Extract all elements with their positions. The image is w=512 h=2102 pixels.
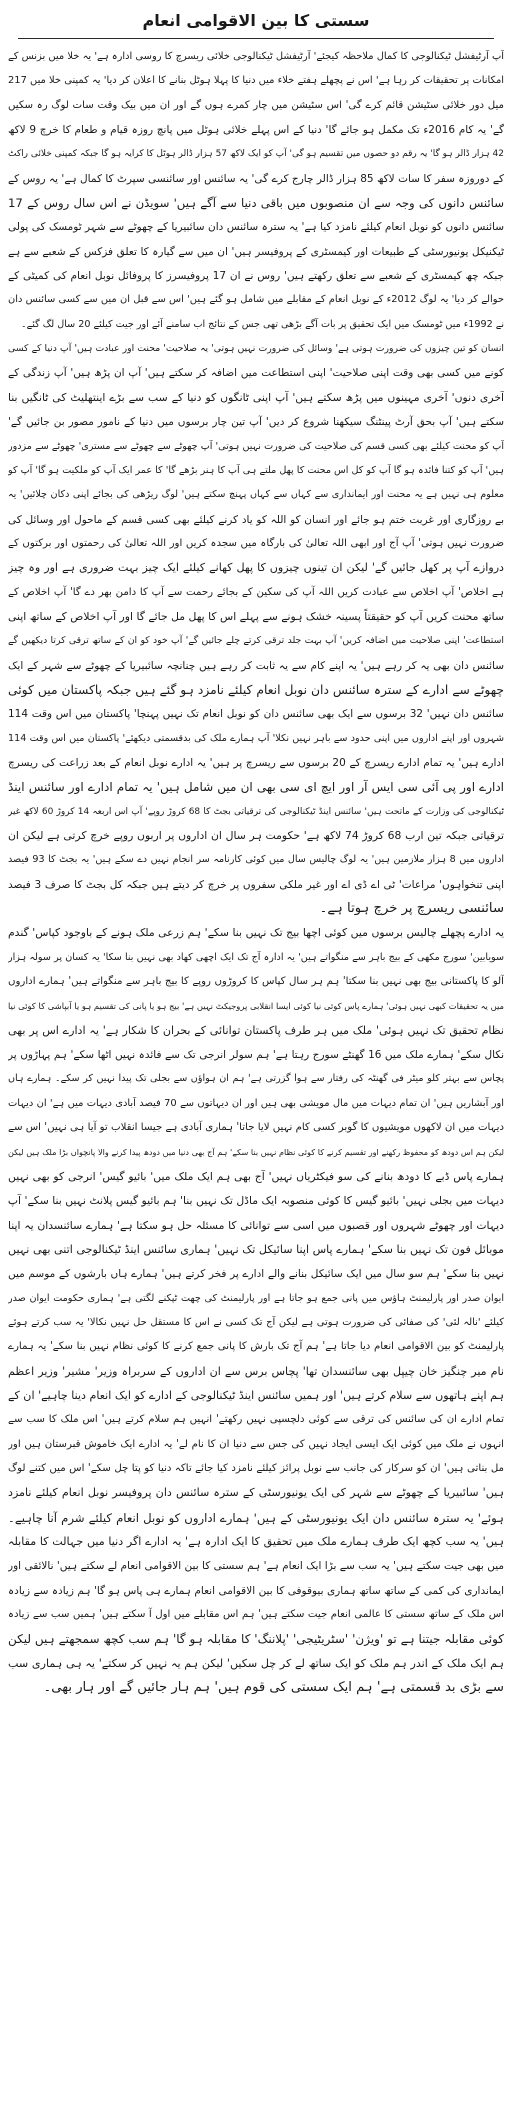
- article-line: یہ ادارے پچھلے چالیس برسوں میں کوئی اچھا بیج تک نہیں بنا سکے' ہم زرعی ملک ہونے کے باوجود کپاس' گندم: [8, 926, 504, 940]
- article-line: ادارے اور پی آئی سی ایس آر اور ایچ ای سی بھی ان میں شامل ہیں' یہ تمام ادارے اور سائنس اینڈ: [8, 780, 504, 795]
- article-line: کونے میں کسی بھی وقت اپنی صلاحیت' اپنی استطاعت میں اضافہ کر سکتے ہیں' آپ ان پڑھ ہیں' آپ زندگی کے: [8, 367, 504, 380]
- article-line: ادارے ہیں' یہ تمام ادارے ریسرچ کے 20 برسوں سے ریسرچ پر ہیں' یہ ادارے نوبل انعام کے بعد زراعت کی ریسرچ: [8, 756, 504, 769]
- article-line: میں بھی جیت سکتے ہیں' یہ سب سے بڑا ایک انعام ہے' ہم سستی کا بین الاقوامی انعام لے سکتے ہیں' نالائقی اور: [8, 1560, 504, 1573]
- article-line: ایمانداری کی کمی کے ساتھ ساتھ ہماری بیوقوفی کا بین الاقوامی انعام ہمارے ہی پاس ہو گا' ہم زیادہ سے زیادہ: [8, 1584, 504, 1597]
- article-line: سائنس دانوں کی وجہ سے ان منصوبوں میں باقی دنیا سے آگے ہیں' سویڈن نے اس سال روس کے 17: [8, 196, 504, 211]
- article-line: جبکہ چھ کیمسٹری کے شعبے سے تعلق رکھتے ہیں' روس نے ان 17 پروفیسرز کا پروفائل نوبل انعام کی کمیٹی کے: [8, 270, 504, 283]
- article-line: اداروں میں 8 ہزار ملازمین ہیں' یہ لوگ چالیس سال میں کوئی کارنامہ سر انجام نہیں دے سکے ہیں' یہ بجٹ کا 93 فیصد: [8, 854, 504, 866]
- article-line: گے' یہ کام 2016ء تک مکمل ہو جائے گا' دنیا کے اس پہلے خلائی ہوٹل میں پانچ روزہ قیام و طعام کا خرچ 9 لاکھ: [8, 124, 504, 137]
- article-line: نام میر چنگیز خان چیپل بھی سائنسدان تھا' پچاس برس سے ان اداروں کے سربراہ وزیر' مشیر' وزیر اعظم: [8, 1364, 504, 1378]
- article-line: دیہات اور چھوٹے شہروں اور قصبوں میں اسی سے توانائی کا مسئلہ حل ہو سکتا ہے' ہمارے سائنسدان یہ اپنا: [8, 1218, 504, 1232]
- article-line: ہم اپنے ہاتھوں سے سلام کرتے ہیں' اور ہمیں سائنس اینڈ ٹیکنالوجی کے ادارے کو ایک انعام دینا چاہیے' ان کے: [8, 1388, 504, 1402]
- article-line: پچاس سے بہتر کلو میٹر فی گھنٹہ کی رفتار سے ہوا گزرتی ہے' ہم ان ہواؤں سے بجلی تک پیدا نہیں کر سکے۔ ہمارے ہاں: [8, 1073, 504, 1085]
- article-line: اپنی تنخواہوں' مراعات' ٹی اے ڈی اے اور غیر ملکی سفروں پر خرچ کر دیتے ہیں جبکہ کل بجٹ کا صرف 3 فیصد: [8, 878, 504, 891]
- article-title: سستی کا بین الاقوامی انعام: [142, 11, 370, 30]
- article-line: سویابین' سورج مکھی کے بیج باہر سے منگواتے ہیں' یہ ادارہ آج تک ایک اچھی کھاد بھی نہیں بنا سکا' یہ کسان پر سولہ ہزار: [8, 951, 504, 963]
- article-line: سے بڑی بد قسمتی ہے' ہم ایک سستی کی قوم ہیں' ہم ہار جائیں گے اور ہار بھی۔: [43, 1680, 504, 1696]
- article-line: آپ کو محنت کیلئے بھی کسی قسم کی صلاحیت کی ضرورت نہیں ہوتی' آپ چھوٹے سے چھوٹے سے مستری' چھوٹے سے مزدور: [8, 440, 504, 452]
- article-line: میں یہ تحقیقات کبھی نہیں ہوئی' ہمارے پاس کوئی نیا کوئی ایسا انقلابی پروجیکٹ نہیں ہے' بیج ہو یا پانی کی تقسیم ہو یا آبپاشی کا کوئی نیا: [8, 1001, 504, 1012]
- article-line: آپ آرٹیفشل ٹیکنالوجی کا کمال ملاحظہ کیجئے' آرٹیفشل ٹیکنالوجی خلائی ریسرچ کا روسی ادارہ ہے' یہ خلا میں بزنس کے: [8, 51, 504, 62]
- article-line: سائنسی ریسرچ پر خرچ ہوتا ہے۔: [319, 901, 504, 917]
- article-line: حوالے کر دیا' یہ لوگ 2012ء کے نوبل انعام کے مقابلے میں شامل ہو گئے ہیں' اس سے قبل ان میں سے کسی سائنس دان: [8, 294, 504, 306]
- article-line: دروازے آپ پر کھل جائیں گے' لیکن ان تینوں چیزوں کا پھل کھانے کیلئے ایک چیز بہت ضروری ہے اور وہ چیز: [8, 561, 504, 575]
- article-line: ایوان صدر اور پارلیمنٹ ہاؤس میں پانی جمع ہو جاتا ہے اور پارلیمنٹ کی چھت ٹپکنے لگتی ہے' ہماری حکومت ایوان صدر: [8, 1292, 504, 1304]
- article-line: ہوئے' یہ سترہ سائنس دان ایک یونیورسٹی کے ہیں' ہمارے اداروں کو نوبل انعام کیلئے شرم آنا چاہیے۔: [8, 1510, 504, 1525]
- article-line: نکال سکے' ہمارے ملک میں 16 گھنٹے سورج رہتا ہے' ہم سولر انرجی تک سے فائدہ نہیں اٹھا سکے' ہم پہاڑوں پر: [8, 1049, 504, 1062]
- article-line: ضرورت نہیں ہوتی' آپ آج اور ابھی اللہ تعالیٰ کی بارگاہ میں سجدہ کریں اور اللہ تعالیٰ کی رحمتوں اور برکتوں کے: [8, 537, 504, 549]
- article-line: بے روزگاری اور غربت ختم ہو جائے اور انسان کو اللہ کو یاد کرنے کیلئے بھی کسی قسم کے ماحول اور وسائل کی: [8, 513, 504, 526]
- article-line: نے 1992ء میں ٹومسک میں ایک تحقیق پر بات آگے بڑھی تھی جس کے نتائج اب سامنے آئے اور جیت کیلئے 20 سال لگ گئے۔: [21, 318, 504, 330]
- article-line: اور آبشاریں ہیں' ان تمام دیہات میں مال مویشی بھی ہیں اور ان دیہاتوں سے 70 فیصد آبادی دیہات میں ہے' ان دیہات: [8, 1097, 504, 1109]
- article-line: چھوٹے سے ادارے کے سترہ سائنس دان نوبل انعام کیلئے نامزد ہو گئے ہیں جبکہ پاکستان میں کوئی: [8, 682, 504, 697]
- article-line: ہیں' سائبیریا کے چھوٹے سے شہر کی ایک یونیورسٹی کے سترہ سائنس دان پروفیسر نوبل انعام کیلئے نامزد: [8, 1486, 504, 1500]
- article-line: شہروں اور اپنے اداروں میں اپنی حدود سے باہر نہیں نکلا' آپ ہمارے ملک کی بدقسمتی دیکھئے' پاکستان میں اس وقت 114: [8, 732, 504, 744]
- article-line: سائنس دان نہیں' 32 برسوں سے ایک بھی سائنس دان کو نوبل انعام تک نہیں پہنچا' پاکستان میں اس وقت 114: [8, 708, 504, 721]
- article-line: امکانات پر تحقیقات کر رہا ہے' اس نے پچھلے ہفتے خلاء میں دنیا کا پہلا ہوٹل بنانے کا اعلان کر دیا' یہ کمپنی خلا میں 217: [8, 75, 504, 87]
- article-line: ہم ایک ملک کے اندر ہم ملک کو ایک ساتھ لے کر چل سکیں' لیکن ہم یہ نہیں کر سکتے' یہ ہی ہماری سب: [8, 1656, 504, 1670]
- article-line: کیلئے 'نالہ لئی' کی صفائی کی ضرورت ہوتی ہے لیکن آج تک کسی نے اس کا مستقل حل نہیں نکالا' یہ سب کرتے ہوئے: [8, 1316, 504, 1328]
- article-line: ہمارے پاس ڈبے کا دودھ بنانے کی سو فیکٹریاں نہیں' آج بھی ہم ایک ملک میں' بائیو گیس' انرجی کو بھی نہیں: [8, 1169, 504, 1183]
- article-line: 42 ہزار ڈالر ہو گا' یہ رقم دو حصوں میں تقسیم ہو گی' آپ کو ایک لاکھ 57 ہزار ڈالر ہوٹل کا کرایہ ہو گا جبکہ کمپنی خلائی راکٹ: [8, 149, 504, 160]
- article-line: دیہات میں ان لاکھوں مویشیوں کا گوبر کسی کام نہیں لایا جاتا' ہماری آبادی ہے جیسا انقلاب تو آیا ہی نہیں' اس سے: [8, 1122, 504, 1134]
- article-line: آلو کا پاکستانی بیج بھی نہیں بنا سکتا' ہم ہر سال کپاس کا کروڑوں روپے کا بیج باہر سے منگواتے ہیں' ہمارے اداروں: [8, 976, 504, 988]
- article-line: سائنس دان بھی یہ کر رہے ہیں' یہ اپنے کام سے یہ ثابت کر رہے ہیں چنانچہ سائبیریا کے چھوٹے سے شہر کے ایک: [8, 659, 504, 672]
- article-line: موبائل فون تک نہیں بنا سکے' ہمارے پاس اپنا سائیکل تک نہیں' ہماری سائنس اینڈ ٹیکنالوجی اتنی بھی نہیں: [8, 1242, 504, 1256]
- article-line: لیکن ہم اس دودھ کو محفوظ رکھنے اور تقسیم کرنے کا کوئی نظام نہیں بنا سکے' ہم آج بھی دنیا میں دودھ پیدا کرنے والا پانچواں بڑا ملک ہیں لیکن: [8, 1147, 504, 1158]
- article-line: ہے اخلاص' آپ اخلاص سے عبادت کریں اللہ آپ کی سکین کے بجائے رحمت سے آپ کا دامن بھر دے گا' آپ اخلاص کے: [8, 586, 504, 598]
- article-line: سائنس دانوں کو نوبل انعام کیلئے نامزد کیا ہے' یہ سترہ سائنس دان سائبیریا کے چھوٹے سے شہر ٹومسک کی پولی: [8, 221, 504, 234]
- article-line: استطاعت' اپنی صلاحیت میں اضافہ کریں' آپ بہت جلد ترقی کرتے چلے جائیں گے' آپ خود کو ان کے ساتھ ترقی کرتا دیکھیں گے: [8, 635, 504, 647]
- article-line: کے دوروزہ سفر کا سات لاکھ 85 ہزار ڈالر چارج کرے گی' یہ سائنس اور سائنسی سپرٹ کا کمال ہے' یہ روس کے: [8, 172, 504, 185]
- article-line: میل دور خلائی سٹیشن قائم کرے گی' اس سٹیشن میں چار کمرے ہوں گے اور ان میں بیک وقت سات لوگ رہ سکیں: [8, 99, 504, 111]
- article-line: دیہات میں بجلی نہیں' بائیو گیس کا کوئی منصوبہ ایک ماڈل تک نہیں بنا' ہم بائیو گیس پلانٹ نہیں بنا سکے' آپ: [8, 1194, 504, 1208]
- article-line: پارلیمنٹ کو بین الاقوامی انعام دیا جاتا ہے' ہم آج تک بارش کا پانی جمع کرنے کا کوئی نظام نہیں بنا سکے' یہ ہمارے: [8, 1341, 504, 1353]
- article-line: نہیں بنا سکے' ہم سو سال میں ایک سائیکل بنانے والے ادارے پر فخر کرتے ہیں' ہمارے ہاں بارشوں کے موسم میں: [8, 1268, 504, 1281]
- article-line: مل بناتی ہیں' ان کو سرکار کی جانب سے نوبل پرائز کیلئے نامزد کیا جائے تاکہ دنیا کو پتا چل سکے' اس میں کتنے لوگ: [8, 1462, 504, 1474]
- article-body: [8, 45, 504, 1700]
- article-line: انہوں نے ملک میں کوئی ایک ایسی ایجاد نہیں کی جس سے دنیا ان کا نام لے' یہ ادارے ایک خاموش قبرستان ہیں اور: [8, 1438, 504, 1450]
- article-line: معلوم ہی نہیں ہے یہ محنت اور ایمانداری سے کہاں سے کہاں پہنچ سکتے ہیں' لوگ ریڑھی کی بجائے اپنی دکان چلائیں' یہ: [8, 489, 504, 501]
- article-line: نظام تحقیق تک نہیں ہوئی' ملک میں ہر طرف پاکستان توانائی کے بحران کا شکار ہے' یہ ادارے اس پر بھی: [8, 1023, 504, 1037]
- article-line: تمام ادارے ان کی سائنس کی ترقی سے کوئی دلچسپی نہیں رکھتے' انہیں ہم سلام کرتے ہیں' اس ملک کا سب سے: [8, 1414, 504, 1426]
- article-line: ٹیکنیکل یونیورسٹی کے طبیعات اور کیمسٹری کے پروفیسر ہیں' ان میں سے گیارہ کا تعلق فزکس کے شعبے سے ہے: [8, 245, 504, 258]
- article-line: کوئی مقابلہ جیتنا ہے تو 'ویژن' 'سٹریٹیجی' 'پلاننگ' کا مقابلہ ہو گا' ہم سب کچھ سمجھتے ہیں لیکن: [8, 1632, 504, 1647]
- article-line: اس ملک کے ساتھ سستی کا عالمی انعام جیت سکتے ہیں' ہم اس مقابلے میں اول آ سکتے ہیں' ہمیں سب سے زیادہ: [8, 1609, 504, 1620]
- article-line: آخری دنوں' آخری مہینوں میں پڑھ سکتے ہیں' آپ اپنی ٹانگوں کو دنیا کے سب سے بڑے اینتھلیٹ کی ٹانگیں بنا: [8, 390, 504, 404]
- article-line: انسان کو تین چیزوں کی ضرورت ہوتی ہے' وسائل کی ضرورت نہیں ہوتی' یہ صلاحیت' محنت اور عبادت ہیں' آپ دنیا کے کسی: [8, 343, 504, 355]
- article-line: ہیں' آپ کو کتنا فائدہ ہو گا آپ کو کل اس محنت کا پھل ملتے ہی آپ کا ہنر بڑھے گا' کا عمر ایک آپ کو ملکیت ہو گا' آپ کو: [8, 464, 504, 476]
- article-line: ٹیکنالوجی کی وزارت کے ماتحت ہیں' سائنس اینڈ ٹیکنالوجی کی ترقیاتی بجٹ کا 68 کروڑ روپے' آپ اس اربعہ 14 کروڑ 60 لاکھ غیر: [8, 806, 504, 817]
- article-line: سکتے ہیں' آپ بحق آرٹ پینٹنگ سیکھنا شروع کر دیں' آپ تین چار برسوں میں دنیا کے نامور مصور بن جائیں گے': [8, 416, 504, 429]
- title-divider: [18, 38, 494, 39]
- article-line: ساتھ محنت کریں آپ کو حقیقتاً پسینہ خشک ہونے سے پہلے اس کا پھل مل جائے گا اور آپ اخلاص کے ساتھ اپنی: [8, 609, 504, 623]
- article-line: ترقیاتی جبکہ تین ارب 68 کروڑ 74 لاکھ ہے' حکومت ہر سال ان اداروں پر اربوں روپے خرچ کرتی ہے لیکن ان: [8, 829, 504, 842]
- article-line: ہیں' یہ سب کچھ ایک طرف ہمارے ملک میں تحقیق کا ایک ادارہ ہے' یہ ادارے اگر دنیا میں جہالت کا مقابلہ: [8, 1534, 504, 1548]
